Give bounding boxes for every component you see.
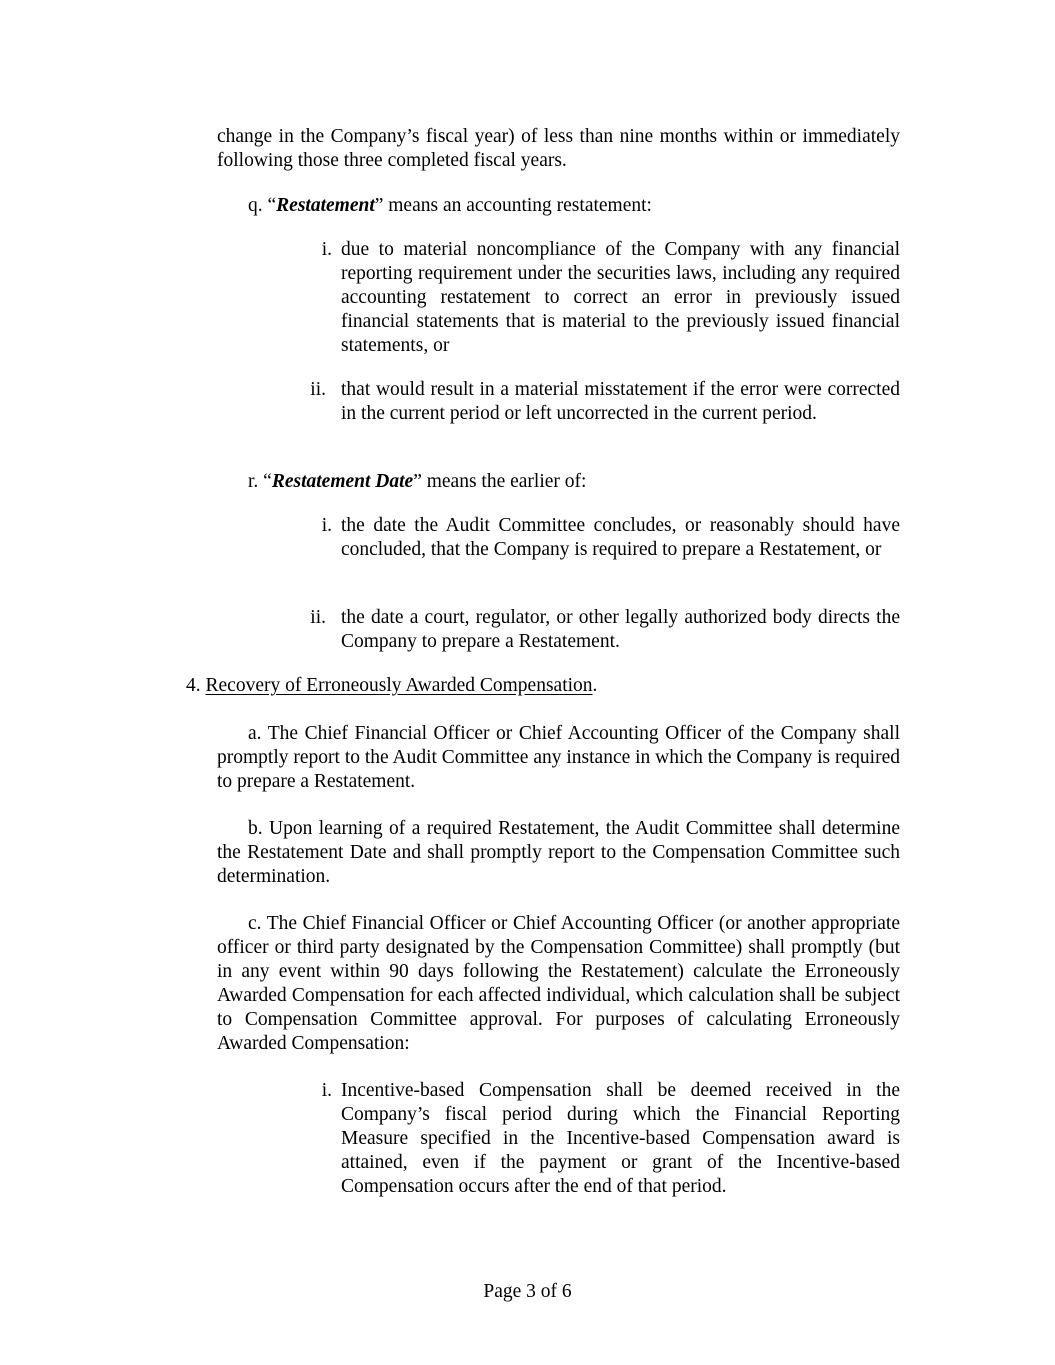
item-number: ii. <box>310 607 326 628</box>
definition-r-quote-open: “ <box>263 471 272 492</box>
section-title-period: . <box>592 675 598 696</box>
section-title: Recovery of Erroneously Awarded Compensation <box>205 675 593 696</box>
item-number: i. <box>321 515 332 536</box>
definition-q-rest: means an accounting restatement: <box>383 195 652 216</box>
item-text: due to material noncompliance of the Company with any financial reporting requirement under the securities laws, including any required accounting restatement to correct an error in previously issued financial statements that is material to the previously issued financial statements, or <box>341 239 900 356</box>
definition-q-label: q. <box>248 195 263 216</box>
definition-r-quote-close: ” <box>413 471 422 492</box>
definition-r-label: r. <box>248 471 259 492</box>
definition-r-term: Restatement Date <box>271 471 414 492</box>
section-number: 4. <box>186 675 201 696</box>
item-text: the date a court, regulator, or other legally authorized body directs the Company to prepare a Restatement. <box>341 607 900 652</box>
definition-q-term: Restatement <box>276 195 375 216</box>
item-number: ii. <box>310 379 326 400</box>
page-footer: Page 3 of 6 <box>483 1281 572 1302</box>
paragraph-a: a. The Chief Financial Officer or Chief Accounting Officer of the Company shall promptly report to the Audit Committee any instance in which the Company is required to prepare a Restatement. <box>217 723 900 792</box>
definition-q-quote-open: “ <box>267 195 277 216</box>
item-number: i. <box>321 239 332 260</box>
definition-r <box>248 470 900 494</box>
definition-r-rest: means the earlier of: <box>421 471 587 492</box>
paragraph-c: c. The Chief Financial Officer or Chief Accounting Officer (or another appropriate officer or third party designated by the Compensation Committee) shall promptly (but in any event within 90 days following the Restatement) calculate the Erroneously Awarded Compensation for each affected individual, which calculation shall be subject to Compensation Committee approval. For purposes of calculating Erroneously Awarded Compensation: <box>217 913 900 1054</box>
item-text: that would result in a material misstatement if the error were corrected in the current period or left uncorrected in the current period. <box>341 379 900 424</box>
item-text: Incentive-based Compensation shall be deemed received in the Company’s fiscal period during which the Financial Reporting Measure specified in the Incentive-based Compensation award is attained, even if the payment or grant of the Incentive-based Compensation occurs after the end of that period. <box>341 1080 900 1197</box>
definition-q-quote-close: ” <box>374 195 384 216</box>
item-text: the date the Audit Committee concludes, or reasonably should have concluded, that the Company is required to prepare a Restatement, or <box>341 515 900 560</box>
definition-q <box>248 194 900 218</box>
item-number: i. <box>321 1080 332 1101</box>
section-4-heading <box>186 674 900 698</box>
paragraph-b: b. Upon learning of a required Restatement, the Audit Committee shall determine the Restatement Date and shall promptly report to the Compensation Committee such determination. <box>217 818 900 887</box>
continuation-paragraph: change in the Company’s fiscal year) of less than nine months within or immediately following those three completed fiscal years. <box>217 126 900 171</box>
